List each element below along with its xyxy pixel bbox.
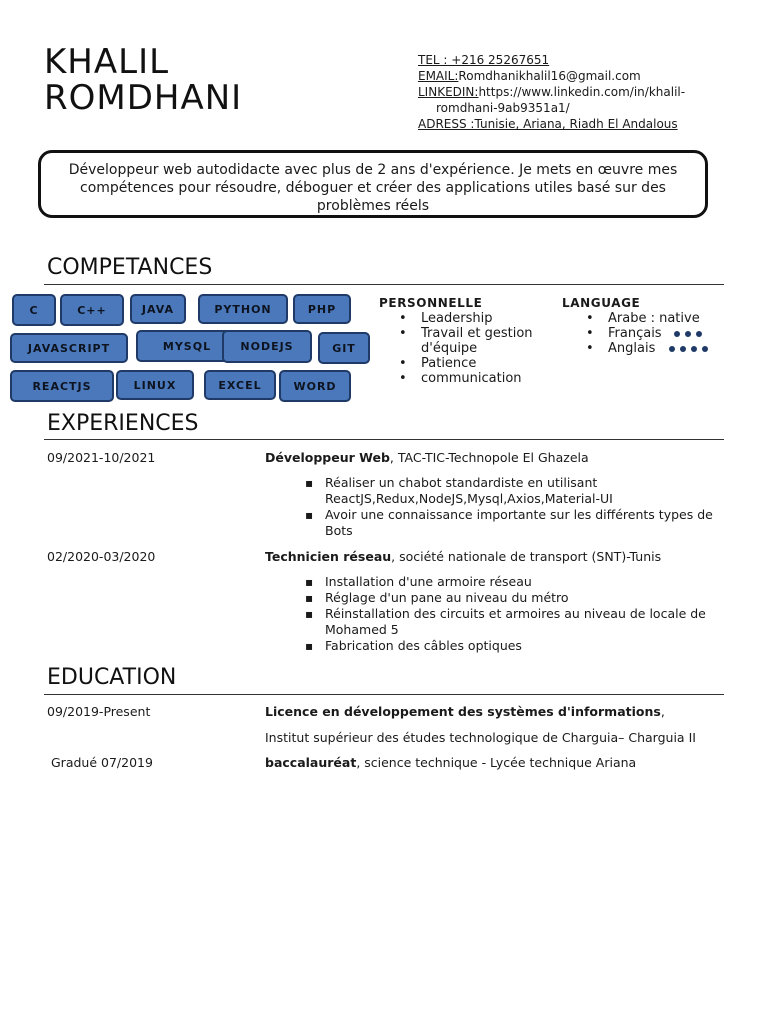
section-divider bbox=[44, 284, 724, 285]
experience-date: 02/2020-03/2020 bbox=[47, 549, 156, 564]
language-name: Anglais bbox=[608, 341, 656, 356]
summary-box bbox=[38, 150, 708, 218]
experience-title: Développeur Web, TAC-TIC-Technopole El Ghazela bbox=[265, 450, 589, 465]
skill-chip: C bbox=[12, 294, 56, 326]
linkedin-url[interactable]: https://www.linkedin.com/in/khalil- bbox=[478, 85, 686, 99]
address: ADRESS :Tunisie, Ariana, Riadh El Andalous bbox=[418, 117, 678, 131]
proficiency-dot bbox=[696, 331, 702, 337]
education-date: 09/2019-Present bbox=[47, 704, 151, 719]
proficiency-dot bbox=[691, 346, 697, 352]
personal-skills bbox=[379, 296, 533, 386]
list-item: ▪ Réinstallation des circuits et armoires au niveau de locale de Mohamed 5 bbox=[301, 606, 721, 638]
skill-chip: WORD bbox=[279, 370, 351, 402]
skill-chip: JAVA bbox=[130, 294, 186, 324]
experience-bullets bbox=[301, 475, 721, 539]
language-name: Français bbox=[608, 326, 662, 341]
summary-text: Développeur web autodidacte avec plus de 2 ans d'expérience. Je mets en œuvre mes compétences pour résoudre, déboguer et créer des applications utiles basé sur des problèmes réels bbox=[68, 162, 678, 214]
skill-chip: C++ bbox=[60, 294, 124, 326]
skill-chip: LINUX bbox=[116, 370, 194, 400]
list-item: ▪ Réaliser un chabot standardiste en utilisant ReactJS,Redux,NodeJS,Mysql,Axios,Material-UI bbox=[301, 475, 721, 507]
proficiency-dots bbox=[674, 326, 707, 341]
proficiency-dot bbox=[680, 346, 686, 352]
email bbox=[418, 68, 748, 84]
language-title: LANGUAGE bbox=[562, 296, 641, 310]
skill-chip: PHP bbox=[293, 294, 351, 324]
skill-chip: GIT bbox=[318, 332, 370, 364]
education-date: Gradué 07/2019 bbox=[51, 755, 153, 770]
linkedin-url-cont[interactable]: romdhani-9ab9351a1/ bbox=[436, 101, 570, 115]
proficiency-dot bbox=[685, 331, 691, 337]
experience-bullets bbox=[301, 574, 721, 654]
skill-chip: MYSQL bbox=[136, 330, 238, 362]
education-title: Licence en développement des systèmes d'informations, bbox=[265, 704, 665, 719]
candidate-name bbox=[44, 44, 242, 116]
email-value[interactable]: Romdhanikhalil16@gmail.com bbox=[458, 69, 641, 83]
linkedin bbox=[418, 84, 748, 116]
personal-item: • communication bbox=[397, 371, 533, 386]
proficiency-dots bbox=[669, 341, 713, 356]
skill-chip: JAVASCRIPT bbox=[10, 333, 128, 363]
section-title-competences: COMPETANCES bbox=[47, 255, 213, 280]
first-name: KHALIL bbox=[44, 42, 170, 82]
list-item: ▪ Réglage d'un pane au niveau du métro bbox=[301, 590, 721, 606]
proficiency-dot bbox=[702, 346, 708, 352]
skill-chip: REACTJS bbox=[10, 370, 114, 402]
section-title-education: EDUCATION bbox=[47, 665, 177, 690]
personal-item: • Travail et gestion d'équipe bbox=[397, 326, 533, 356]
section-divider bbox=[44, 439, 724, 440]
skill-chip: NODEJS bbox=[222, 330, 312, 363]
list-item: ▪ Fabrication des câbles optiques bbox=[301, 638, 721, 654]
personal-title: PERSONNELLE bbox=[379, 296, 483, 310]
phone: TEL : +216 25267651 bbox=[418, 53, 550, 67]
linkedin-label: LINKEDIN: bbox=[418, 85, 479, 99]
proficiency-dot bbox=[674, 331, 680, 337]
language-item bbox=[584, 326, 713, 341]
language-item bbox=[584, 341, 713, 356]
list-item: ▪ Installation d'une armoire réseau bbox=[301, 574, 721, 590]
list-item: ▪ Avoir une connaissance importante sur les différents types de Bots bbox=[301, 507, 721, 539]
last-name: ROMDHANI bbox=[44, 78, 243, 118]
proficiency-dot bbox=[669, 346, 675, 352]
skill-chip: PYTHON bbox=[198, 294, 288, 324]
section-divider bbox=[44, 694, 724, 695]
language-skills bbox=[562, 296, 713, 356]
language-item bbox=[584, 311, 713, 326]
experience-date: 09/2021-10/2021 bbox=[47, 450, 156, 465]
language-name: Arabe : native bbox=[608, 311, 700, 326]
section-title-experiences: EXPERIENCES bbox=[47, 411, 199, 436]
education-title: baccalauréat, science technique - Lycée technique Ariana bbox=[265, 755, 637, 770]
email-label: EMAIL: bbox=[418, 69, 459, 83]
personal-item: • Leadership bbox=[397, 311, 533, 326]
personal-item: • Patience bbox=[397, 356, 533, 371]
contact-block bbox=[418, 52, 748, 132]
education-school: Institut supérieur des études technologique de Charguia– Charguia II bbox=[265, 730, 696, 745]
experience-title: Technicien réseau, société nationale de transport (SNT)-Tunis bbox=[265, 549, 662, 564]
skill-chip: EXCEL bbox=[204, 370, 276, 400]
